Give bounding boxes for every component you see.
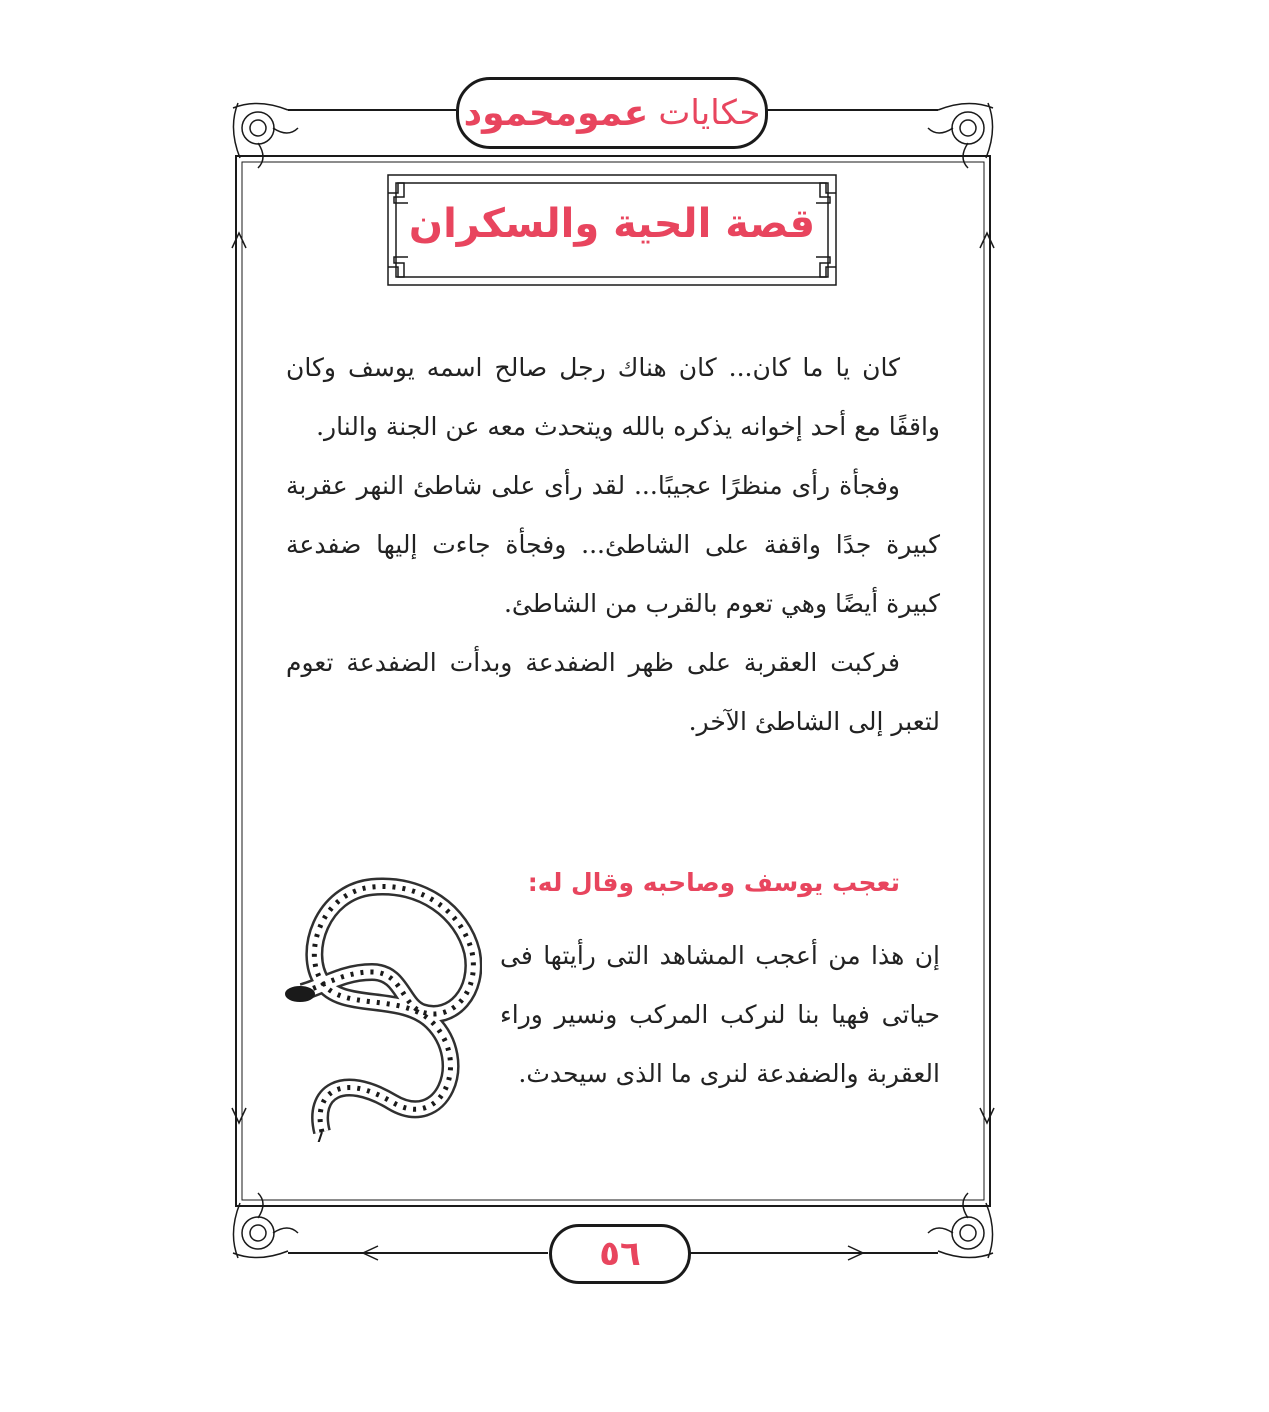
story-title: قصة الحية والسكران [408, 201, 816, 247]
corner-ornament-br [928, 1193, 993, 1258]
page-number-badge [549, 1224, 691, 1284]
corner-ornament-tl [233, 103, 298, 168]
series-word-1: حكايات [658, 93, 761, 133]
quote-paragraph: إن هذا من أعجب المشاهد التى رأيتها فى حياتى فهيا بنا لنركب المركب ونسير وراء العقربة والضفدعة لنرى ما الذى سيحدث. [500, 941, 940, 1088]
paragraph-1: كان يا ما كان... كان هناك رجل صالح اسمه يوسف وكان واقفًا مع أحد إخوانه يذكره بالله ويتحدث معه عن الجنة والنار. [286, 353, 940, 441]
paragraph-2: وفجأة رأى منظرًا عجيبًا... لقد رأى على شاطئ النهر عقربة كبيرة جدًا واقفة على الشاطئ... وفجأة جاءت إليها ضفدعة كبيرة أيضًا وهي تعوم بالقرب من الشاطئ. [286, 471, 940, 618]
subheading: تعجب يوسف وصاحبه وقال له: [527, 868, 900, 897]
page-number: ٥٦ [599, 1234, 641, 1274]
corner-ornament-bl [233, 1193, 298, 1258]
snake-illustration [282, 872, 482, 1142]
paragraph-3: فركبت العقربة على ظهر الضفدعة وبدأت الضفدعة تعوم لتعبر إلى الشاطئ الآخر. [286, 648, 940, 736]
series-word-2: عمومحمود [463, 92, 649, 134]
series-badge [456, 77, 768, 149]
story-body [286, 338, 940, 751]
corner-ornament-tr [928, 103, 993, 168]
title-box [386, 173, 838, 287]
